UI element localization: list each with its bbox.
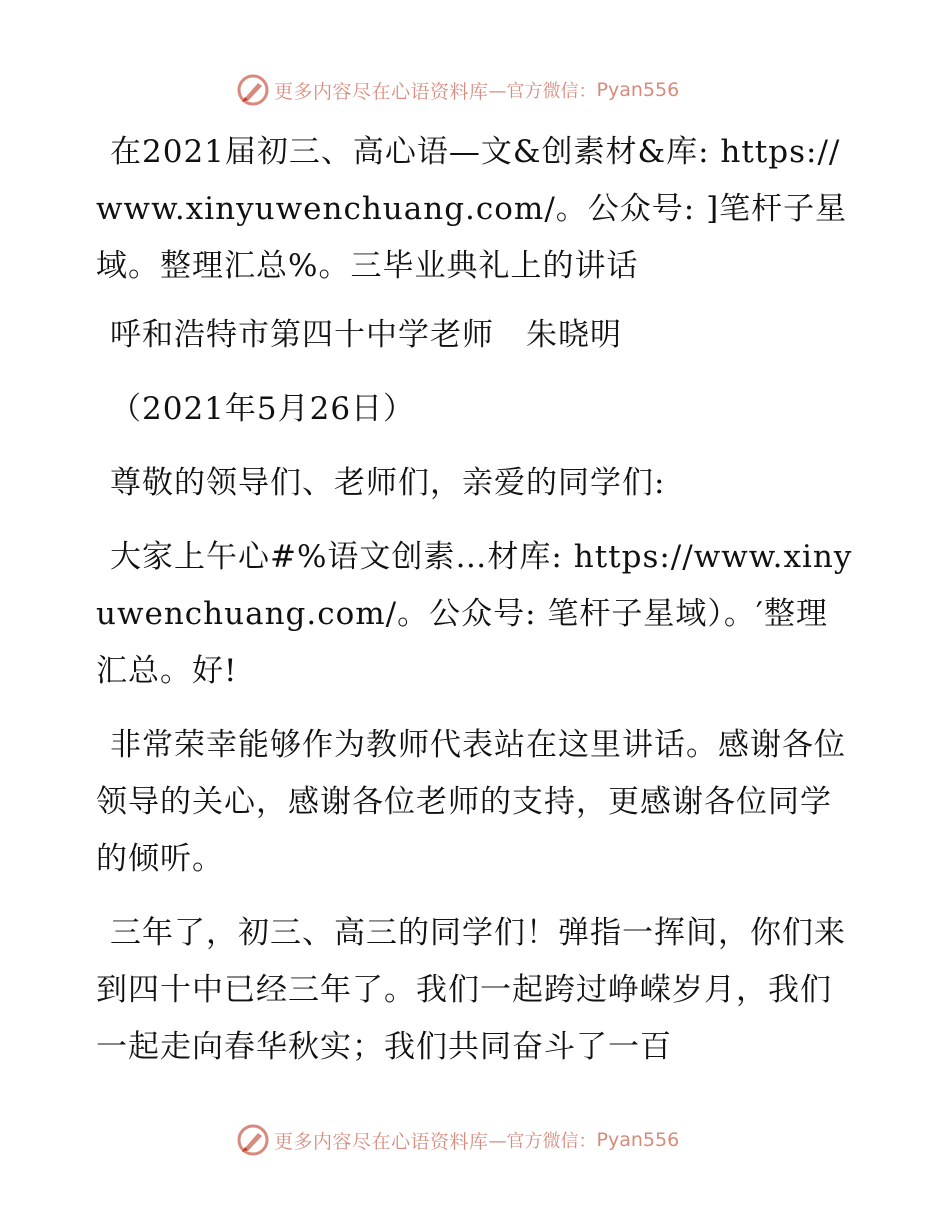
pen-logo-icon: [236, 1123, 270, 1157]
header-banner: [236, 72, 716, 108]
paragraph-three-years: 三年了，初三、高三的同学们！弹指一挥间，你们来到四十中已经三年了。我们一起跨过峥嵘岁月，我们一起走向春华秋实；我们共同奋斗了一百: [96, 915, 846, 1065]
document-body: [96, 124, 856, 1093]
banner-wechat-id: Pyan556: [596, 1129, 680, 1151]
banner-text: 更多内容尽在心语资料库: [274, 1130, 489, 1153]
paragraph-thanks: 非常荣幸能够作为教师代表站在这里讲话。感谢各位领导的关心，感谢各位老师的支持，更感谢各位同学的倾听。: [96, 727, 846, 877]
paragraph-date: （2021年5月26日）: [110, 391, 416, 427]
paragraph-greeting: 大家上午心#%语文创素…材库: https://www.xinyuwenchuang.com/。公众号: 笔杆子星域）。′整理汇总。好!: [96, 539, 853, 689]
banner-separator: —官方微信：: [488, 81, 597, 102]
banner-separator: —官方微信：: [488, 1131, 597, 1152]
pen-logo-icon: [236, 73, 270, 107]
banner-text: 更多内容尽在心语资料库: [274, 80, 489, 103]
paragraph-salutation: 尊敬的领导们、老师们，亲爱的同学们:: [110, 465, 666, 501]
paragraph-author: 呼和浩特市第四十中学老师 朱晓明: [110, 317, 622, 353]
paragraph-title: 在2021届初三、高心语—文&创素材&库: https://www.xinyuwenchuang.com/。公众号: ]笔杆子星域。整理汇总%。三毕业典礼上的讲话: [96, 134, 848, 284]
banner-wechat-id: Pyan556: [596, 79, 680, 101]
footer-banner: [236, 1122, 716, 1158]
